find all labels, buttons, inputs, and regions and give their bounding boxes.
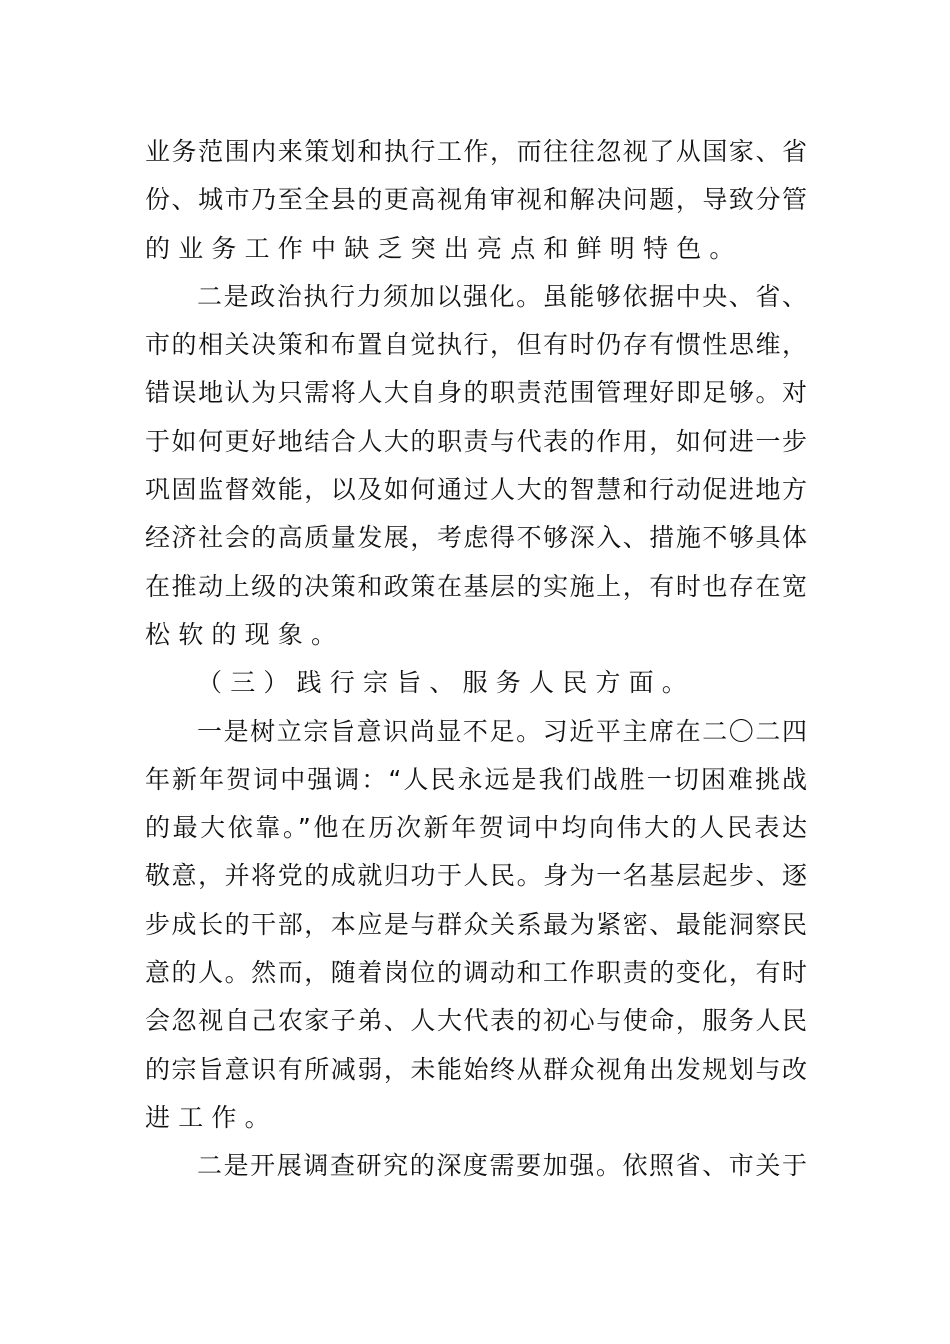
text-line: 错误地认为只需将人大自身的职责范围管理好即足够。对	[145, 378, 807, 408]
text-line: 巩固监督效能，以及如何通过人大的智慧和行动促进地方	[145, 475, 807, 505]
text-line: 经济社会的高质量发展，考虑得不够深入、措施不够具体	[145, 523, 807, 553]
paragraph-first-line: 一是树立宗旨意识尚显不足。习近平主席在二〇二四	[197, 716, 807, 746]
text-line: 份、城市乃至全县的更高视角审视和解决问题，导致分管	[145, 185, 807, 215]
paragraph-first-line: （三）践行宗旨、服务人民方面。	[197, 668, 696, 698]
paragraph-first-line: 二是政治执行力须加以强化。虽能够依据中央、省、	[197, 281, 807, 311]
text-line: 的最大依靠。”他在历次新年贺词中均向伟大的人民表达	[145, 813, 807, 843]
text-line: 松软的现象。	[145, 619, 345, 649]
text-line: 意的人。然而，随着岗位的调动和工作职责的变化，有时	[145, 958, 807, 988]
document-page	[145, 128, 807, 1191]
paragraph-first-line: 二是开展调查研究的深度需要加强。依照省、市关于	[197, 1151, 807, 1181]
text-line: 会忽视自己农家子弟、人大代表的初心与使命，服务人民	[145, 1006, 807, 1036]
text-line: 的业务工作中缺乏突出亮点和鲜明特色。	[145, 233, 743, 263]
text-line: 在推动上级的决策和政策在基层的实施上，有时也存在宽	[145, 571, 807, 601]
text-line: 年新年贺词中强调：“人民永远是我们战胜一切困难挑战	[145, 764, 807, 794]
text-line: 步成长的干部，本应是与群众关系最为紧密、最能洞察民	[145, 909, 807, 939]
text-line: 于如何更好地结合人大的职责与代表的作用，如何进一步	[145, 426, 807, 456]
text-line: 进工作。	[145, 1102, 278, 1132]
text-line: 的宗旨意识有所减弱，未能始终从群众视角出发规划与改	[145, 1054, 807, 1084]
text-line: 市的相关决策和布置自觉执行，但有时仍存有惯性思维，	[145, 330, 807, 360]
text-line: 业务范围内来策划和执行工作，而往往忽视了从国家、省	[145, 137, 807, 166]
text-line: 敬意，并将党的成就归功于人民。身为一名基层起步、逐	[145, 861, 807, 891]
